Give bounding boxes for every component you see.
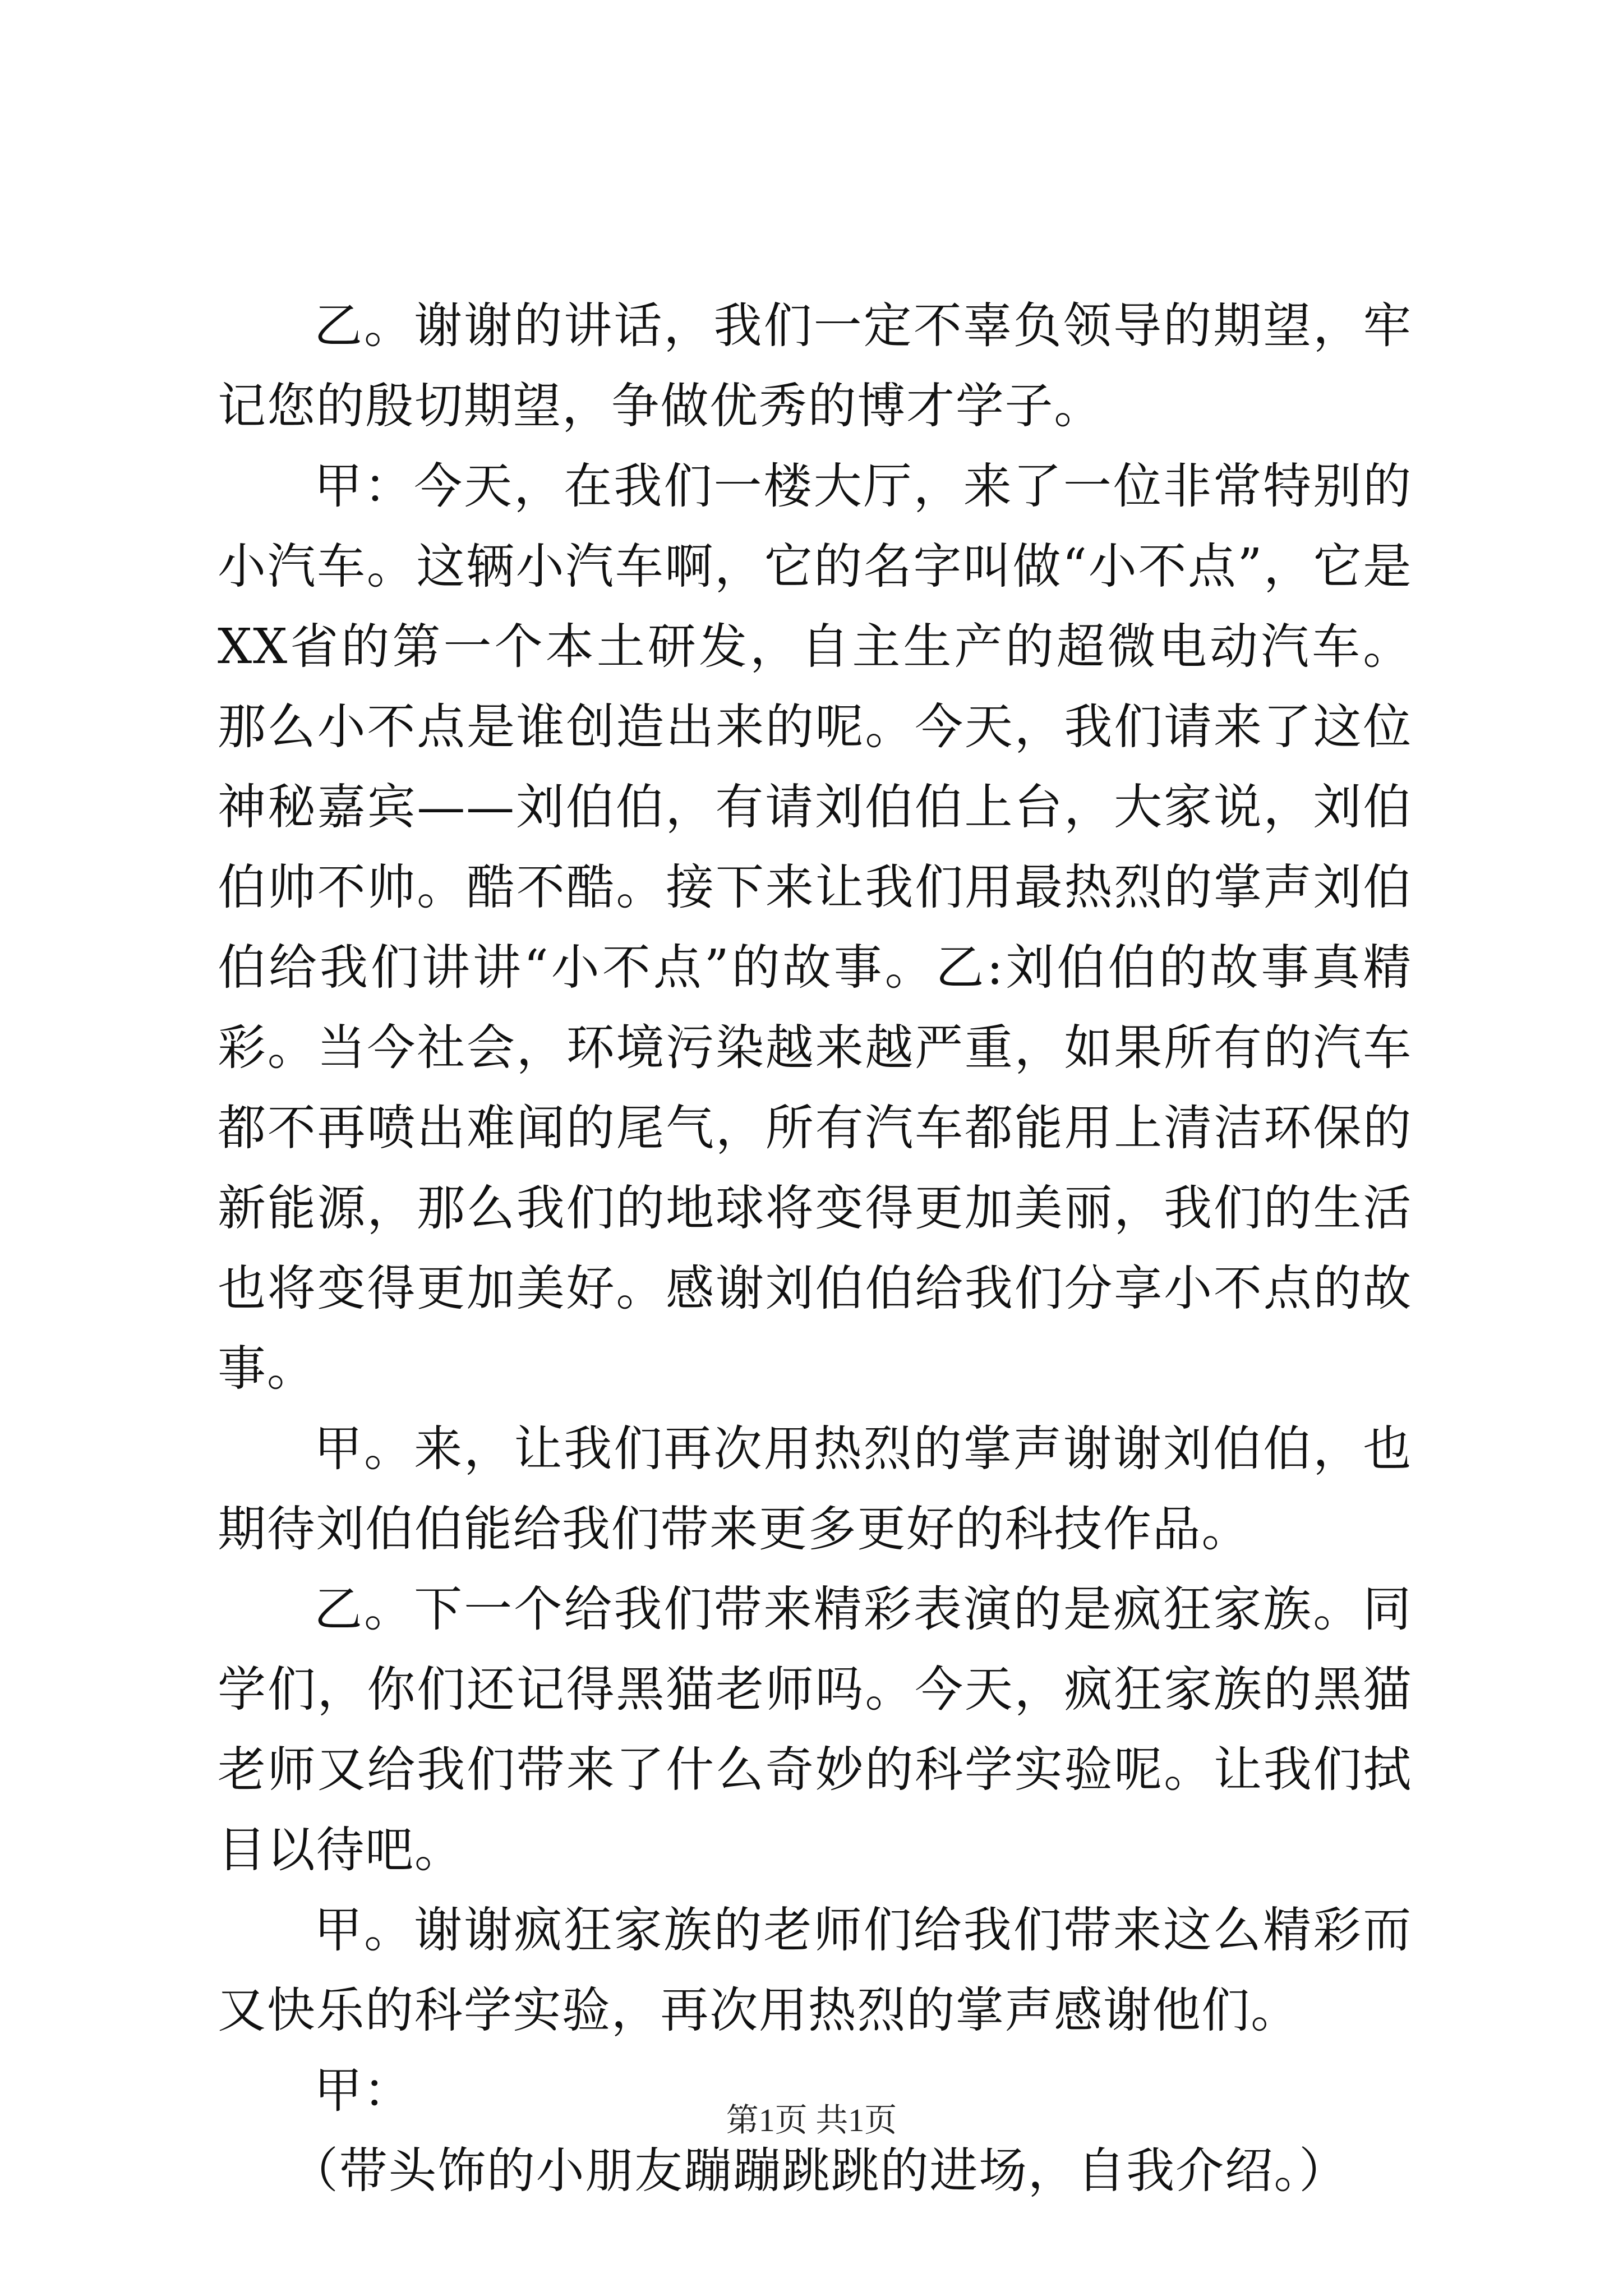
paragraph-5: 甲。谢谢疯狂家族的老师们给我们带来这么精彩而又快乐的科学实验，再次用热烈的掌声感谢他们。 [218,1902,1412,2039]
paragraph-3: 甲。来，让我们再次用热烈的掌声谢谢刘伯伯，也期待刘伯伯能给我们带来更多更好的科技作品。 [218,1421,1412,1557]
paragraph-7: （带头饰的小朋友蹦蹦跳跳的进场，自我介绍。） [290,2143,1348,2199]
paragraph-4: 乙。下一个给我们带来精彩表演的是疯狂家族。同学们，你们还记得黑猫老师吗。今天，疯狂家族的黑猫老师又给我们带来了什么奇妙的科学实验呢。让我们拭目以待吧。 [218,1581,1412,1878]
page-footer: 第1页 共1页 [726,2102,897,2138]
document-body [218,286,1412,2211]
paragraph-1: 乙。谢谢的讲话，我们一定不辜负领导的期望，牢记您的殷切期望，争做优秀的博才学子。 [218,298,1412,434]
paragraph-6: 甲： [314,2063,413,2119]
paragraph-2: 甲：今天，在我们一楼大厅，来了一位非常特别的小汽车。这辆小汽车啊，它的名字叫做“小不点”，它是XX省的第一个本土研发，自主生产的超微电动汽车。那么小不点是谁创造出来的呢。今天，我们请来了这位神秘嘉宾——刘伯伯，有请刘伯伯上台，大家说，刘伯伯帅不帅。酷不酷。接下来让我们用最热烈的掌声刘伯伯给我们讲讲“小不点”的故事。乙:刘伯伯的故事真精彩。当今社会，环境污染越来越严重，如果所有的汽车都不再喷出难闻的尾气，所有汽车都能用上清洁环保的新能源，那么我们的地球将变得更加美丽，我们的生活也将变得更加美好。感谢刘伯伯给我们分享小不点的故事。 [218,458,1412,1397]
